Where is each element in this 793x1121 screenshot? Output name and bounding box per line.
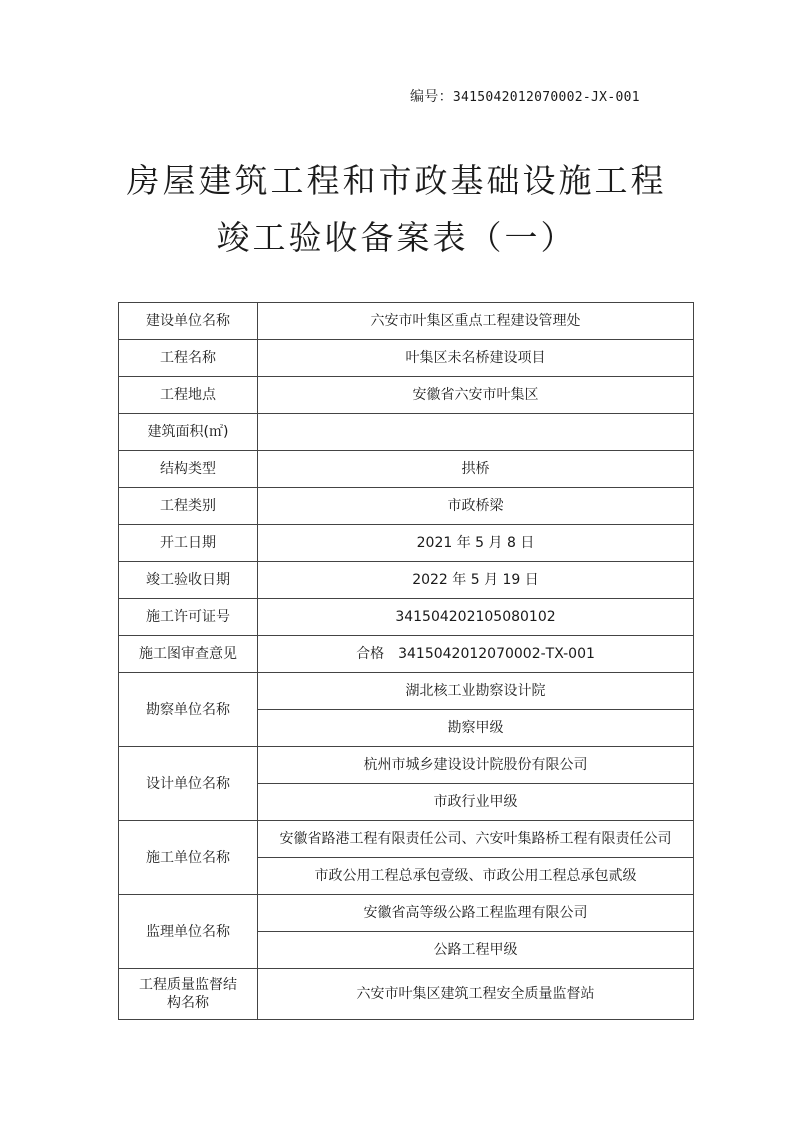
table-row [119, 451, 694, 488]
survey-unit-label: 勘察单位名称 [119, 673, 258, 747]
document-number-value: 3415042012070002-JX-001 [452, 90, 640, 105]
quality-supervision-label: 工程质量监督结构名称 [119, 969, 258, 1020]
table-row [119, 414, 694, 451]
survey-unit-name: 湖北核工业勘察设计院 [258, 673, 694, 710]
table-row [119, 340, 694, 377]
construction-unit-value: 六安市叶集区重点工程建设管理处 [258, 303, 694, 340]
supervision-unit-name: 安徽省高等级公路工程监理有限公司 [258, 895, 694, 932]
permit-number-value: 341504202105080102 [258, 599, 694, 636]
filing-form-table [118, 302, 694, 1020]
design-unit-label: 设计单位名称 [119, 747, 258, 821]
table-row [119, 747, 694, 784]
table-row [119, 377, 694, 414]
builder-unit-grade: 市政公用工程总承包壹级、市政公用工程总承包贰级 [258, 858, 694, 895]
survey-unit-grade: 勘察甲级 [258, 710, 694, 747]
construction-unit-label: 建设单位名称 [119, 303, 258, 340]
drawing-review-label: 施工图审查意见 [119, 636, 258, 673]
permit-number-label: 施工许可证号 [119, 599, 258, 636]
table-row [119, 303, 694, 340]
table-row [119, 562, 694, 599]
table-row [119, 673, 694, 710]
structure-type-value: 拱桥 [258, 451, 694, 488]
table-row [119, 488, 694, 525]
building-area-value [258, 414, 694, 451]
document-number [410, 86, 640, 106]
acceptance-date-value: 2022 年 5 月 19 日 [258, 562, 694, 599]
start-date-value: 2021 年 5 月 8 日 [258, 525, 694, 562]
design-unit-name: 杭州市城乡建设设计院股份有限公司 [258, 747, 694, 784]
acceptance-date-label: 竣工验收日期 [119, 562, 258, 599]
project-location-label: 工程地点 [119, 377, 258, 414]
drawing-review-value: 合格 3415042012070002-TX-001 [258, 636, 694, 673]
structure-type-label: 结构类型 [119, 451, 258, 488]
supervision-unit-grade: 公路工程甲级 [258, 932, 694, 969]
table-row [119, 969, 694, 1020]
table-row [119, 525, 694, 562]
document-number-label: 编号： [410, 89, 453, 105]
project-category-value: 市政桥梁 [258, 488, 694, 525]
builder-unit-label: 施工单位名称 [119, 821, 258, 895]
table-row [119, 599, 694, 636]
project-location-value: 安徽省六安市叶集区 [258, 377, 694, 414]
start-date-label: 开工日期 [119, 525, 258, 562]
supervision-unit-label: 监理单位名称 [119, 895, 258, 969]
project-name-label: 工程名称 [119, 340, 258, 377]
document-title-line-2: 竣工验收备案表（一） [216, 218, 577, 257]
builder-unit-name: 安徽省路港工程有限责任公司、六安叶集路桥工程有限责任公司 [258, 821, 694, 858]
project-category-label: 工程类别 [119, 488, 258, 525]
table-row [119, 895, 694, 932]
table-row [119, 821, 694, 858]
design-unit-grade: 市政行业甲级 [258, 784, 694, 821]
quality-supervision-value: 六安市叶集区建筑工程安全质量监督站 [258, 969, 694, 1020]
project-name-value: 叶集区未名桥建设项目 [258, 340, 694, 377]
document-title-line-1: 房屋建筑工程和市政基础设施工程 [126, 161, 667, 200]
table-row [119, 636, 694, 673]
building-area-label: 建筑面积(㎡) [119, 414, 258, 451]
